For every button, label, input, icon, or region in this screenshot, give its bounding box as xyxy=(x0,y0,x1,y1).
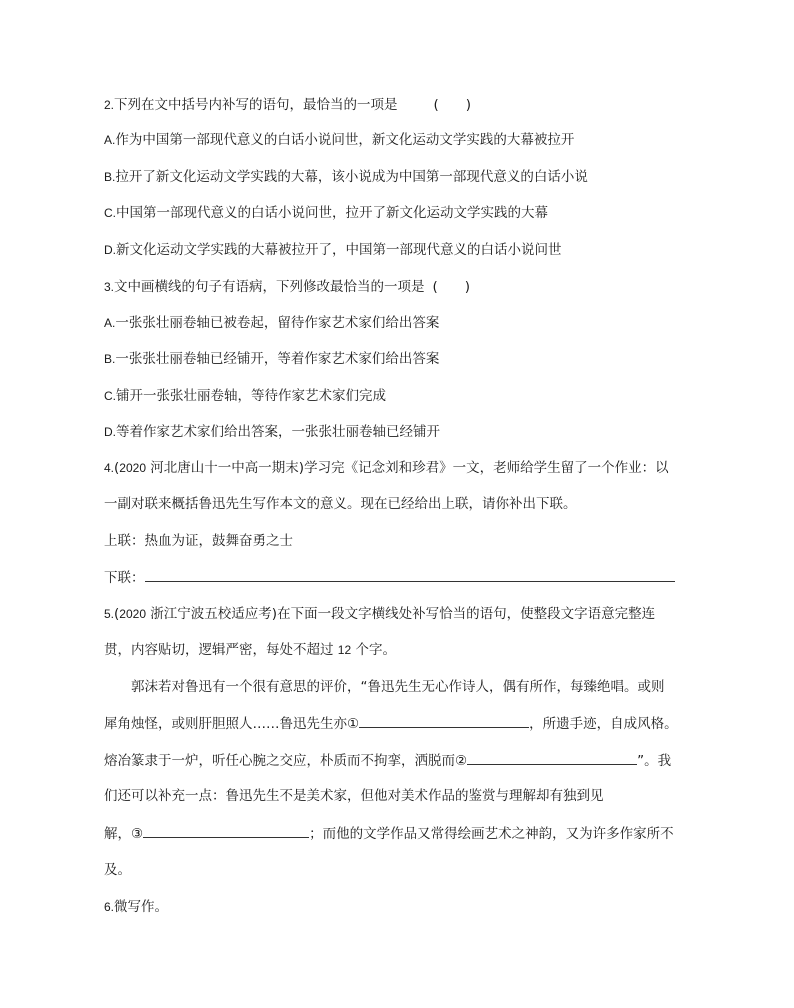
q4-lower-couplet-label: 下联： xyxy=(104,570,145,586)
q5-stem: 5.(2020 浙江宁波五校适应考)在下面一段文字横线处补写恰当的语句，使整段文字语意完整连 xyxy=(104,606,656,622)
blank-2-input[interactable] xyxy=(467,750,637,765)
q5-paragraph-line5: 解，③ ；而他的文学作品又常得绘画艺术之神韵，又为许多作家所不 xyxy=(104,823,674,844)
q2-option-b: B.拉开了新文化运动文学实践的大幕，该小说成为中国第一部现代意义的白话小说 xyxy=(104,169,588,185)
q3-stem-text: 文中画横线的句子有语病，下列修改最恰当的一项是 xyxy=(114,279,425,295)
q5-stem-line2: 贯，内容贴切，逻辑严密，每处不超过 12 个字。 xyxy=(104,642,396,658)
q4-stem-text: 学习完《记念刘和珍君》一文，老师给学生留了一个作业：以 xyxy=(304,460,669,476)
blank-3-input[interactable] xyxy=(143,823,309,838)
q2-answer-paren: ( ) xyxy=(433,97,472,113)
q6-stem xyxy=(104,897,168,917)
q4-source: 河北唐山十一中高一期末 xyxy=(146,460,299,476)
q5-paragraph-line2: 犀角烛怪，或则肝胆照人……鲁迅先生亦① ，所遗手迹，自成风格。 xyxy=(104,713,678,734)
q5-number: 5. xyxy=(104,607,115,621)
q4-upper-couplet: 上联：热血为证，鼓舞奋勇之士 xyxy=(104,533,293,549)
q5-paragraph-line3: 熔冶篆隶于一炉，听任心腕之交应，朴质而不拘挛，洒脱而② ”。我 xyxy=(104,750,671,771)
q5-source: 浙江宁波五校适应考 xyxy=(146,606,272,622)
q5-stem-text: 在下面一段文字横线处补写恰当的语句，使整段文字语意完整连 xyxy=(277,606,656,622)
q3-number: 3. xyxy=(104,280,115,294)
blank-3-marker: ③ xyxy=(131,826,144,842)
q2-stem xyxy=(104,95,471,115)
q6-stem-text: 微写作。 xyxy=(114,899,169,915)
q5-paragraph-line6: 及。 xyxy=(104,862,131,878)
q2-stem-text: 下列在文中括号内补写的语句，最恰当的一项是 xyxy=(114,97,398,113)
q4-stem: 4.(2020 河北唐山十一中高一期末)学习完《记念刘和珍君》一文，老师给学生留了一个作业：以 xyxy=(104,460,669,476)
q4-answer-blank[interactable] xyxy=(145,567,675,582)
q2-option-a: A.作为中国第一部现代意义的白话小说问世，新文化运动文学实践的大幕被拉开 xyxy=(104,132,575,148)
q6-number: 6. xyxy=(104,900,115,914)
q2-option-d: D.新文化运动文学实践的大幕被拉开了，中国第一部现代意义的白话小说问世 xyxy=(104,242,562,258)
q5-paragraph-line1: 郭沫若对鲁迅有一个很有意思的评价，“鲁迅先生无心作诗人，偶有所作，每臻绝唱。或则 xyxy=(131,679,665,695)
q2-number: 2. xyxy=(104,98,115,112)
q3-answer-paren: ( ) xyxy=(432,279,471,295)
q3-option-c: C.铺开一张张壮丽卷轴，等待作家艺术家们完成 xyxy=(104,388,386,404)
q4-stem-line2: 一副对联来概括鲁迅先生写作本文的意义。现在已经给出上联，请你补出下联。 xyxy=(104,496,577,512)
blank-1-input[interactable] xyxy=(359,713,529,728)
q4-number: 4. xyxy=(104,461,115,475)
q5-paragraph-line4: 们还可以补充一点：鲁迅先生不是美术家，但他对美术作品的鉴赏与理解却有独到见 xyxy=(104,788,604,804)
q5-char-limit: 12 xyxy=(337,643,352,657)
q3-option-a: A.一张张壮丽卷轴已被卷起，留待作家艺术家们给出答案 xyxy=(104,315,440,331)
blank-1-marker: ① xyxy=(347,716,360,732)
q3-stem xyxy=(104,277,470,297)
q3-option-d: D.等着作家艺术家们给出答案，一张张壮丽卷轴已经铺开 xyxy=(104,424,440,440)
q4-lower-couplet xyxy=(104,567,675,588)
blank-2-marker: ② xyxy=(455,753,468,769)
q2-option-c: C.中国第一部现代意义的白话小说问世，拉开了新文化运动文学实践的大幕 xyxy=(104,205,548,221)
q3-option-b: B.一张张壮丽卷轴已经铺开，等着作家艺术家们给出答案 xyxy=(104,351,440,367)
